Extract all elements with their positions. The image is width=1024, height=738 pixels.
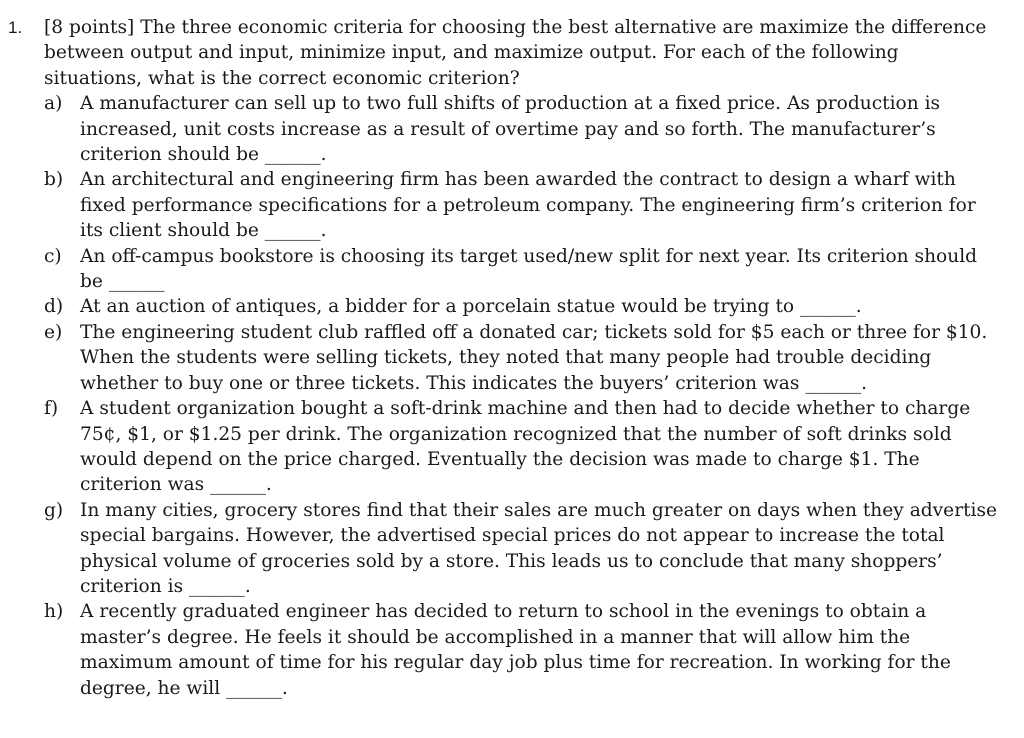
sub-question-letter: e) [44,321,63,343]
question-number: 1. [8,18,23,37]
sub-question-c [0,244,1000,295]
sub-question-letter: h) [44,601,64,623]
sub-question-letter: a) [44,93,63,115]
sub-question-f [0,396,1000,498]
sub-question-letter: c) [44,245,62,267]
question-stem-text: [8 points] The three economic criteria for choosing the best alternative are maximize the difference between output and input, minimize input, and maximize output. For each of the following situations, what is the correct economic criterion? [44,17,987,89]
sub-question-text: A manufacturer can sell up to two full shifts of production at a fixed price. As production is increased, unit costs increase as a result of overtime pay and so forth. The manufacturer’s criterion should be ______. [80,93,941,166]
sub-question-text: A student organization bought a soft-drink machine and then had to decide whether to charge 75¢, $1, or $1.25 per drink. The organization recognized that the number of soft drinks sold would depend on the price charged. Eventually the decision was made to charge $1. The criterion was ______. [80,398,971,496]
sub-question-g [0,498,1000,600]
sub-question-h [0,599,1000,701]
sub-question-a [0,91,1000,167]
sub-question-text: An architectural and engineering firm has been awarded the contract to design a wharf with fixed performance specifications for a petroleum company. The engineering firm’s criterion for its client should be ______. [80,169,976,242]
sub-question-text: At an auction of antiques, a bidder for a porcelain statue would be trying to ______. [80,296,862,318]
sub-question-list [0,91,1000,701]
sub-question-text: The engineering student club raffled off a donated car; tickets sold for $5 each or three for $10. When the students were selling tickets, they noted that many people had trouble deciding whether to buy one or three tickets. This indicates the buyers’ criterion was ______. [80,321,988,394]
question-stem [0,15,1000,91]
question-1 [0,15,1000,701]
sub-question-text: An off-campus bookstore is choosing its target used/new split for next year. Its criterion should be ______ [80,245,978,293]
sub-question-b [0,167,1000,243]
sub-question-d [0,294,1000,319]
sub-question-e [0,320,1000,396]
sub-question-letter: b) [44,169,64,191]
sub-question-text: A recently graduated engineer has decided to return to school in the evenings to obtain a master’s degree. He feels it should be accomplished in a manner that will allow him the maximum amount of time for his regular day job plus time for recreation. In working for the degree, he will ______. [80,601,951,699]
sub-question-letter: f) [44,398,59,420]
sub-question-letter: g) [44,499,64,521]
sub-question-letter: d) [44,296,64,318]
sub-question-text: In many cities, grocery stores find that their sales are much greater on days when they advertise special bargains. However, the advertised special prices do not appear to increase the total physical volume of groceries sold by a store. This leads us to conclude that many shoppers’ criterion is ______. [80,499,998,597]
